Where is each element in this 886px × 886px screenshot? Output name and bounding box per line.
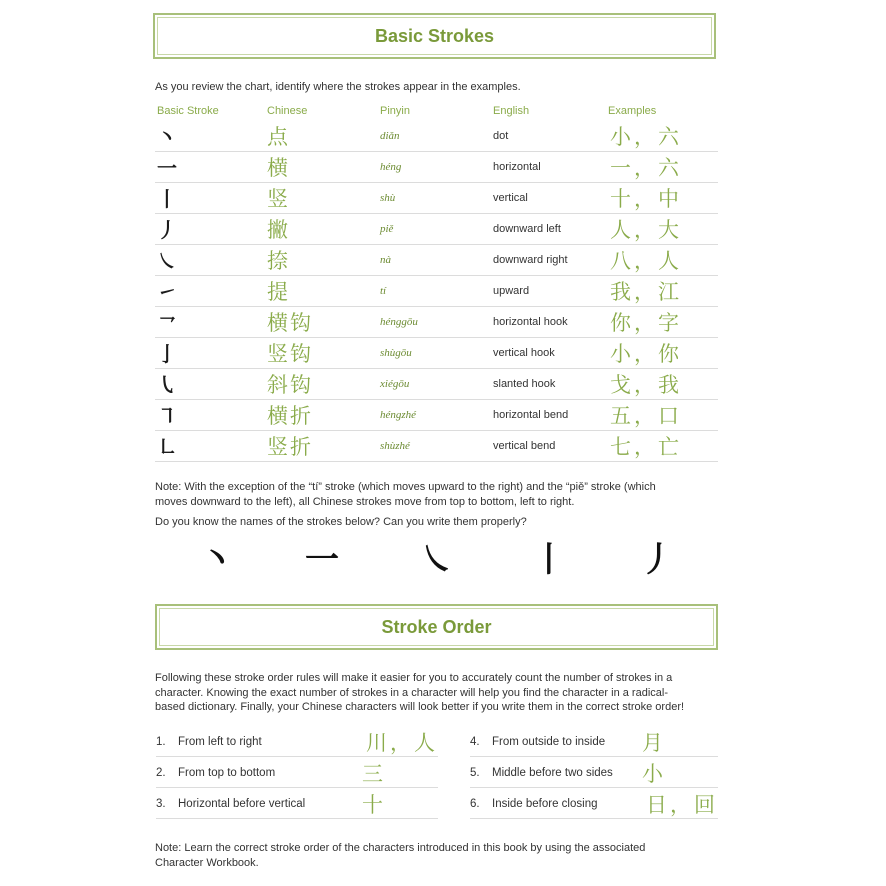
stroke-order-title: Stroke Order	[381, 616, 492, 637]
stroke-order-note	[155, 841, 720, 870]
stroke-order-intro	[155, 671, 720, 715]
table-row	[155, 213, 718, 245]
stroke-chinese: 撇	[267, 217, 290, 242]
rule-example-chars: 小	[642, 761, 666, 786]
rule-text: Inside before closing	[492, 797, 598, 810]
stroke-english: dot	[493, 129, 509, 142]
note-line: Note: Learn the correct stroke order of the characters introduced in this book by using the associated	[155, 842, 646, 854]
stroke-english: slanted hook	[493, 377, 556, 390]
basic-strokes-title: Basic Strokes	[374, 25, 495, 46]
stroke-english: vertical hook	[493, 346, 555, 359]
quiz-stroke: 一	[305, 540, 339, 580]
stroke-glyph: 丨	[157, 187, 177, 211]
stroke-english: horizontal	[493, 160, 541, 173]
quiz-stroke: ㇏	[420, 540, 454, 580]
stroke-examples: 七，亡	[610, 434, 682, 459]
table-row	[155, 399, 718, 431]
rule-item	[156, 789, 438, 819]
rule-item	[470, 789, 718, 819]
rule-example-chars: 日，回	[646, 792, 718, 817]
stroke-chinese: 横钩	[267, 310, 313, 335]
rule-number: 2.	[156, 766, 166, 779]
col-header-basic-stroke: Basic Stroke	[157, 105, 219, 117]
stroke-pinyin: hénggōu	[380, 315, 418, 328]
stroke-chinese: 横折	[267, 403, 313, 428]
stroke-pinyin: xiégōu	[380, 377, 410, 390]
note-line: Character Workbook.	[155, 856, 259, 869]
stroke-examples: 五，口	[610, 403, 682, 428]
stroke-examples: 八，人	[610, 248, 682, 273]
stroke-examples: 一，六	[610, 155, 682, 180]
stroke-glyph: ㇖	[157, 311, 177, 335]
stroke-glyph: ㇀	[157, 280, 177, 304]
stroke-examples: 人，大	[610, 217, 682, 242]
stroke-glyph: 亅	[157, 342, 177, 366]
rule-number: 1.	[156, 735, 166, 748]
stroke-examples: 戈，我	[610, 372, 682, 397]
quiz-stroke: 丶	[200, 540, 234, 580]
stroke-english: upward	[493, 284, 530, 297]
rule-text: From left to right	[178, 735, 262, 748]
stroke-glyph: 一	[157, 156, 177, 180]
stroke-pinyin: diǎn	[380, 129, 400, 142]
stroke-chinese: 捺	[267, 248, 290, 273]
rule-text: From top to bottom	[178, 766, 276, 779]
intro-line: based dictionary. Finally, your Chinese characters will look better if you write them in the correct stroke order!	[155, 701, 685, 713]
stroke-chinese: 斜钩	[267, 372, 313, 397]
table-row	[155, 275, 718, 307]
stroke-pinyin: shùzhé	[380, 439, 410, 452]
table-row	[155, 430, 718, 462]
table-row	[155, 182, 718, 214]
table-row	[155, 151, 718, 183]
stroke-glyph: ㇏	[157, 249, 177, 273]
rule-number: 3.	[156, 797, 166, 810]
stroke-examples: 你，字	[610, 310, 682, 335]
stroke-examples: 我，江	[610, 279, 682, 304]
rule-text: Horizontal before vertical	[178, 797, 306, 810]
rule-example-chars: 十	[362, 792, 386, 817]
intro-line: character. Knowing the exact number of strokes in a character will help you find the character in a radical-	[155, 686, 668, 699]
table-row	[155, 306, 718, 338]
rule-number: 4.	[470, 735, 480, 748]
col-header-chinese: Chinese	[267, 105, 308, 117]
rule-example-chars: 三	[362, 761, 386, 786]
stroke-examples: 小，六	[610, 124, 682, 149]
stroke-quiz-question: Do you know the names of the strokes below? Can you write them properly?	[155, 516, 527, 528]
stroke-pinyin: shùgōu	[380, 346, 412, 359]
note-line: Note: With the exception of the “tí” stroke (which moves upward to the right) and the “piě” stroke (which	[155, 481, 656, 493]
rule-example-chars: 月	[642, 730, 666, 755]
stroke-english: vertical	[493, 191, 528, 204]
col-header-examples: Examples	[608, 105, 657, 117]
stroke-chinese: 提	[267, 279, 290, 304]
stroke-pinyin: shù	[380, 191, 396, 204]
rule-item	[470, 727, 718, 757]
stroke-pinyin: tí	[380, 284, 387, 297]
stroke-english: horizontal hook	[493, 315, 568, 328]
stroke-english: downward right	[493, 253, 568, 266]
stroke-pinyin: héngzhé	[380, 408, 417, 421]
stroke-order-title-box	[155, 604, 718, 650]
table-row	[155, 337, 718, 369]
stroke-glyph: ㇂	[157, 373, 177, 397]
stroke-english: vertical bend	[493, 439, 556, 452]
table-row	[155, 368, 718, 400]
stroke-pinyin: héng	[380, 160, 402, 173]
stroke-glyph: ㇗	[157, 435, 177, 459]
note-line: moves downward to the left), all Chinese strokes move from top to bottom, left to right.	[155, 495, 575, 508]
rule-item	[470, 758, 718, 788]
stroke-examples: 十，中	[610, 186, 682, 211]
basic-strokes-intro: As you review the chart, identify where the strokes appear in the examples.	[155, 81, 521, 93]
rule-item	[156, 727, 438, 757]
basic-strokes-note	[155, 480, 720, 509]
rule-text: Middle before two sides	[492, 766, 613, 779]
rule-text: From outside to inside	[492, 735, 606, 748]
stroke-pinyin: nà	[380, 253, 391, 266]
stroke-chinese: 竖	[267, 186, 290, 211]
col-header-english: English	[493, 105, 530, 117]
stroke-glyph: 丶	[157, 125, 177, 149]
stroke-glyph: ㇕	[157, 404, 177, 428]
table-row	[155, 120, 718, 152]
rule-number: 6.	[470, 797, 480, 810]
stroke-english: horizontal bend	[493, 408, 569, 421]
rule-number: 5.	[470, 766, 480, 779]
quiz-stroke: 丿	[640, 540, 674, 580]
stroke-chinese: 点	[267, 124, 290, 149]
basic-strokes-title-box	[153, 13, 716, 59]
col-header-pinyin: Pinyin	[380, 105, 410, 117]
stroke-glyph: 丿	[157, 218, 177, 242]
stroke-examples: 小，你	[610, 341, 682, 366]
rule-example-chars: 川，人	[366, 730, 438, 755]
stroke-chinese: 竖钩	[267, 341, 313, 366]
quiz-stroke: 丨	[532, 540, 566, 580]
stroke-chinese: 竖折	[267, 434, 313, 459]
quiz-strokes	[170, 532, 710, 580]
table-row	[155, 244, 718, 276]
stroke-pinyin: piě	[380, 222, 394, 235]
stroke-chinese: 横	[267, 155, 290, 180]
stroke-english: downward left	[493, 222, 561, 235]
intro-line: Following these stroke order rules will make it easier for you to accurately count the number of strokes in a	[155, 672, 673, 684]
rule-item	[156, 758, 438, 788]
